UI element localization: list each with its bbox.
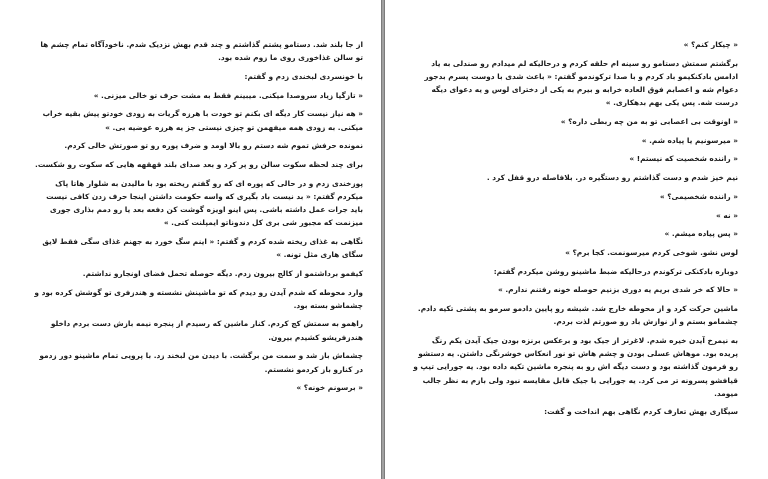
left-paragraph-1: از جا بلند شد. دستامو پشتم گذاشتم و چند قدم بهش نزدیک شدم. ناخودآگاه تمام چشم ها تو سالن غذاخوری روی ما زوم شده بود. bbox=[40, 40, 363, 63]
right-page bbox=[385, 0, 768, 479]
right-paragraph-8: « نه » bbox=[716, 210, 738, 220]
left-paragraph-11: راهمو به سمتش کج کردم. کنار ماشین که رسیدم از پنجره نیمه بازش دست بردم داخلو هندزفریشو کشیدم بیرون. bbox=[50, 319, 363, 342]
left-paragraph-5: نمونده حرفش تموم شه دستم رو بالا اومد و ضرف پوره رو تو صورتش خالی کردم. bbox=[64, 141, 363, 151]
right-paragraph-6: نیم خیز شدم و دست گذاشتم رو دستگیره در. بلافاصله درو قفل کرد . bbox=[486, 173, 738, 183]
right-paragraph-10: لوس نشو. شوخی کردم میرسونمت. کجا برم؟ » bbox=[565, 247, 738, 257]
left-paragraph-4: « هه نیاز نیست کار دیگه ای بکنم تو خودت با هرزه گریات به زودی خودتو پیش بقیه خراب میکنی. به زودی همه میفهمن تو چیزی نیستی جز یه هرزه عوضیه بی. » bbox=[42, 109, 363, 132]
left-paragraph-8: نگاهی به غذای ریخته شده کردم و گفتم: « اینم سگ خورد به جهنم غذای سگی فقط لایق سگای هاری مثل تونه. » bbox=[42, 236, 363, 260]
left-page bbox=[0, 0, 381, 479]
right-paragraph-7: « راننده شخصیمی؟ » bbox=[659, 191, 738, 201]
left-paragraph-7: پوزخندی زدم و در حالی که پوره ای که رو گفتم ریخته بود با مالیدن به شلوار هاتا پاک میکردم گفتم: « بد نیست باد بگیری که واسه حکومت داشتن اینجا حرف زدن کافی نیست باید جرات عمل داشته باشی. پس اینو اویزه گوشت کن دفعه بعد یا رو دمم بذاری جوری میزنمت که مجبور شی بری کل دندوناتو ایمپلنت کنی. » bbox=[46, 178, 363, 228]
right-paragraph-11: دوباره بادکنکی ترکوندم درحالیکه ضبط ماشینو روشن میکردم گفتم: bbox=[493, 266, 738, 276]
right-paragraph-14: به نیمرخ آیدن خیره شدم. لاغرتر از جیک بود و برعکس برنزه بودن جیک آیدن یکم رنگ پریده بود. موهاش عسلی بودن و چشم هاش تو نور انعکاس خوشرنگی داشتن. یه دستشو رو فرمون گذاشته بود و دست دیگه اش رو به پنجره ماشین تکیه داده بود. یه جورایی تیپ و قیافشو پسرونه تر می کرد. یه جورایی با جیک قابل مقایسه نبود ولی بازم به نظر جالب میومد. bbox=[413, 335, 738, 398]
right-paragraph-13: ماشین حرکت کرد و از محوطه خارج شد. شیشه رو پایین دادمو سرمو به پشتی تکیه دادم. چشمامو بستم و از نوازش باد رو صورتم لذت بردم. bbox=[417, 304, 738, 327]
right-paragraph-15: سیگاری بهش تعارف کردم نگاهی بهم انداخت و گفت: bbox=[544, 407, 738, 417]
right-paragraph-2: برگشتم سمتش دستامو رو سینه ام حلقه کردم و درحالیکه لم میدادم رو صندلی به یاد ادامس بادکنکیمو باد کردم و با صدا ترکوندمو گفتم: « باعث شدی با دوست پسرم بدجور دعوام شه و اعصابم فوق العاده خرابه و بیرم به یکی از دخترای لوس و یه دعوای دیگه درست شه. پس یکی بهم بدهکاری. » bbox=[424, 58, 738, 108]
right-paragraph-4: « میرسونیم یا پیاده شم. » bbox=[641, 135, 738, 145]
right-paragraph-3: « اونوقت بی اعصابی تو به من چه ربطی داره؟ » bbox=[560, 117, 738, 127]
right-paragraph-5: « راننده شخصیت که نیستم! » bbox=[629, 154, 738, 164]
left-paragraph-12: چشماش باز شد و سمت من برگشت. با دیدن من لبخند زد. با پرویی تمام ماشینو دور زدمو در کنارو باز کردمو نشستم. bbox=[39, 351, 363, 374]
left-paragraph-13: « برسونم خونه؟ » bbox=[296, 383, 363, 393]
right-paragraph-1: « چیکار کنم؟ » bbox=[683, 40, 738, 49]
left-paragraph-9: کیفمو برداشتمو از کالج بیرون زدم. دیگه حوصله تحمل فضای اونجارو نداشتم. bbox=[82, 268, 363, 278]
left-paragraph-3: « تازگیا زیاد سروصدا میکنی. میبینم فقط به مشت حرف تو خالی میزنی. » bbox=[93, 90, 363, 100]
right-paragraph-12: « حالا که خر شدی بریم یه دوری بزنیم حوصله خونه رفتنم ندارم. » bbox=[498, 285, 738, 295]
left-paragraph-6: برای چند لحظه سکوت سالن رو پر کرد و بعد صدای بلند قهقهه هایی که سکوت رو شکست. bbox=[35, 159, 363, 169]
left-paragraph-2: با خونسردی لبخندی زدم و گفتم: bbox=[244, 71, 363, 81]
right-paragraph-9: « پس پیاده میشم. » bbox=[664, 229, 738, 239]
left-paragraph-10: وارد محوطه که شدم آیدن رو دیدم که تو ماشینش نشسته و هندزفری تو گوشش کرده بود و چشماشو بسته بود. bbox=[34, 287, 363, 310]
